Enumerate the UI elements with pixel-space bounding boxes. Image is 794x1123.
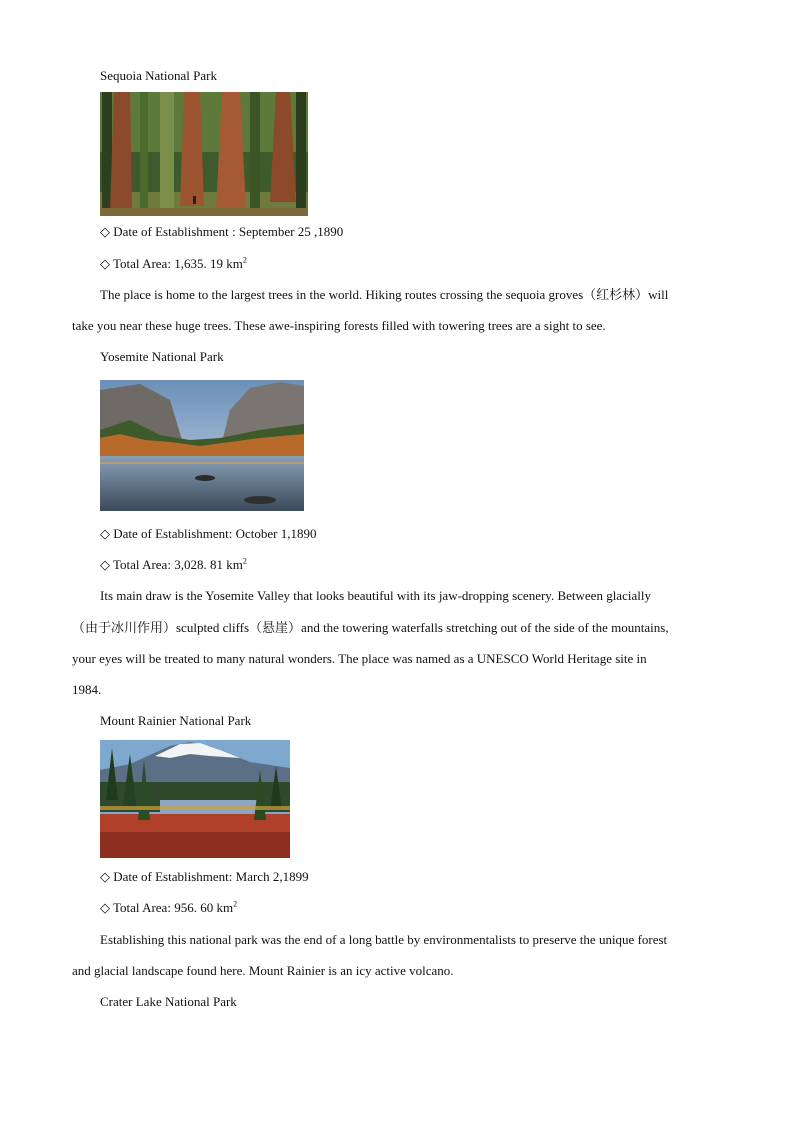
sequoia-desc-line-1: The place is home to the largest trees in the world. Hiking routes crossing the sequoia groves（红杉林）will xyxy=(100,287,669,302)
yosemite-desc-line-2: （由于冰川作用）sculpted cliffs（悬崖）and the towering waterfalls stretching out of the side of the mountains, xyxy=(72,620,669,635)
sequoia-area-value: ◇ Total Area: 1,635. 19 km xyxy=(100,256,243,271)
park-title-crater-lake: Crater Lake National Park xyxy=(100,994,237,1009)
park-title-sequoia: Sequoia National Park xyxy=(100,68,217,83)
mount-rainier-photo xyxy=(100,740,290,858)
sequoia-desc-line-2: take you near these huge trees. These awe-inspiring forests filled with towering trees are a sight to see. xyxy=(72,318,606,333)
yosemite-desc-line-1: Its main draw is the Yosemite Valley that looks beautiful with its jaw-dropping scenery. Between glacially xyxy=(100,588,651,603)
yosemite-area-unit-sup: 2 xyxy=(242,556,247,566)
park-title-mount-rainier: Mount Rainier National Park xyxy=(100,713,252,728)
yosemite-desc-line-3: your eyes will be treated to many natural wonders. The place was named as a UNESCO World Heritage site in xyxy=(72,651,647,666)
sequoia-photo xyxy=(100,92,308,216)
park-title-yosemite: Yosemite National Park xyxy=(100,349,224,364)
mount-rainier-area-unit-sup: 2 xyxy=(233,899,238,909)
mount-rainier-desc-line-1: Establishing this national park was the end of a long battle by environmentalists to preserve the unique forest xyxy=(100,932,668,947)
sequoia-establishment: ◇ Date of Establishment : September 25 ,1890 xyxy=(100,224,344,239)
mount-rainier-area-value: ◇ Total Area: 956. 60 km xyxy=(100,900,234,915)
mount-rainier-area xyxy=(100,900,237,916)
sequoia-area xyxy=(100,256,247,272)
yosemite-area xyxy=(100,557,247,573)
yosemite-photo xyxy=(100,380,304,511)
yosemite-area-value: ◇ Total Area: 3,028. 81 km xyxy=(100,557,243,572)
yosemite-desc-line-4: 1984. xyxy=(72,682,102,697)
mount-rainier-establishment: ◇ Date of Establishment: March 2,1899 xyxy=(100,869,309,884)
yosemite-establishment: ◇ Date of Establishment: October 1,1890 xyxy=(100,526,317,541)
mount-rainier-desc-line-2: and glacial landscape found here. Mount Rainier is an icy active volcano. xyxy=(72,963,454,978)
sequoia-area-unit-sup: 2 xyxy=(242,255,247,265)
